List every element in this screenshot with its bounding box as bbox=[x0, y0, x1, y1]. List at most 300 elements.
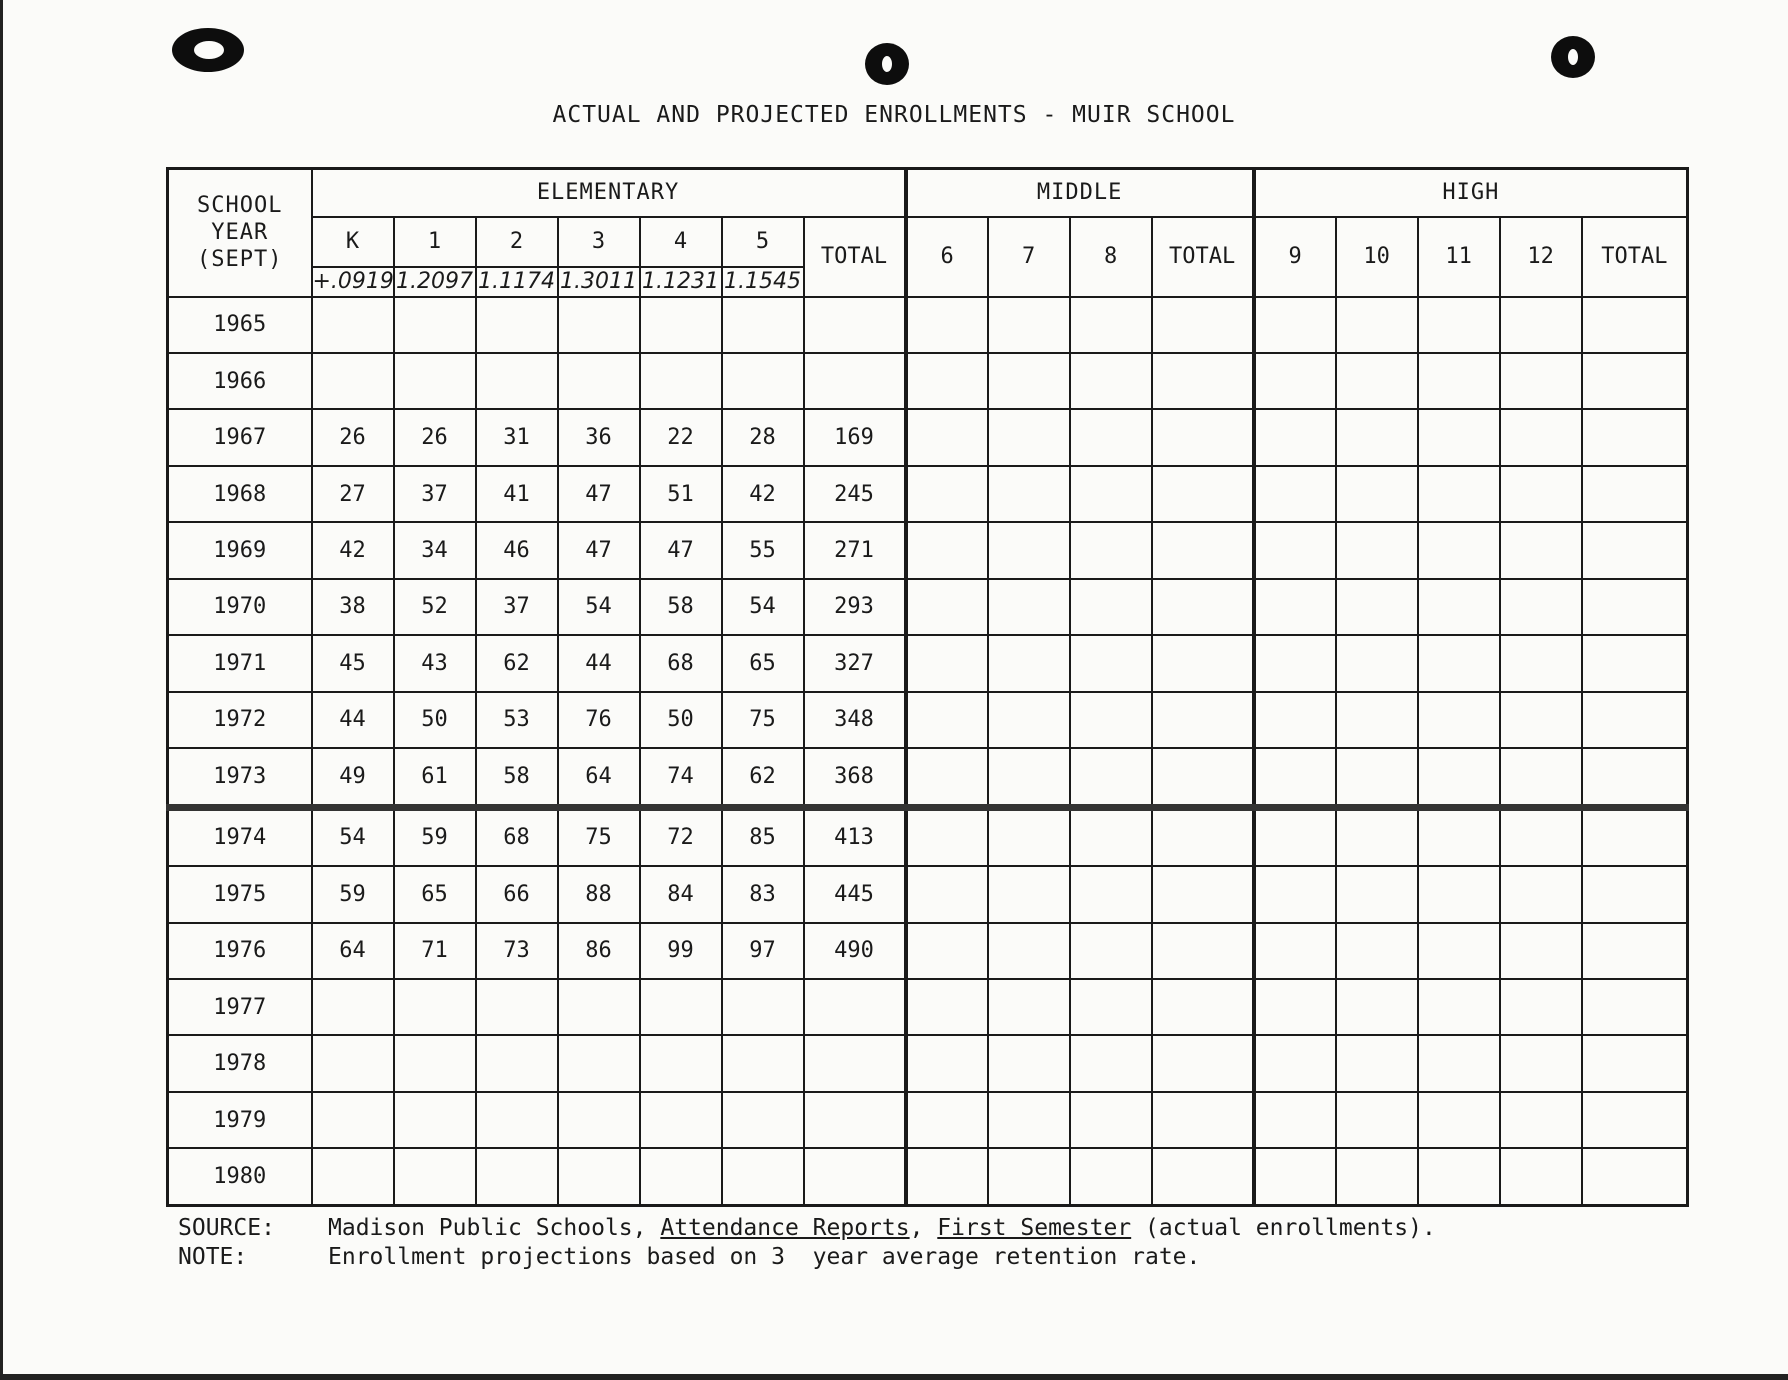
source-text-1: Madison Public Schools, bbox=[328, 1215, 661, 1241]
elementary-cell bbox=[476, 1148, 558, 1205]
elementary-cell bbox=[722, 1148, 804, 1205]
elementary-cell: 38 bbox=[312, 579, 394, 635]
source-text-2: , bbox=[909, 1215, 938, 1241]
middle-cell bbox=[906, 409, 988, 465]
note-text: Enrollment projections based on 3 year average retention rate. bbox=[328, 1244, 1201, 1270]
elementary-cell: 41 bbox=[476, 466, 558, 522]
middle-group-header: MIDDLE bbox=[906, 169, 1254, 217]
elementary-cell: 31 bbox=[476, 409, 558, 465]
high-cell bbox=[1254, 979, 1336, 1035]
school-year-cell: 1980 bbox=[168, 1148, 312, 1205]
elementary-cell: 42 bbox=[312, 522, 394, 578]
high-cell bbox=[1254, 807, 1336, 866]
middle-cell bbox=[906, 807, 988, 866]
high-cell bbox=[1336, 579, 1418, 635]
middle-cell bbox=[1070, 923, 1152, 979]
elementary-cell: 26 bbox=[394, 409, 476, 465]
table-row bbox=[168, 466, 1688, 522]
elementary-cell bbox=[558, 297, 640, 353]
elementary-cell: 51 bbox=[640, 466, 722, 522]
source-line bbox=[178, 1214, 1436, 1243]
middle-cell bbox=[1152, 297, 1254, 353]
school-year-cell: 1975 bbox=[168, 866, 312, 922]
high-cell bbox=[1254, 1035, 1336, 1091]
table-row bbox=[168, 866, 1688, 922]
elementary-cell: 72 bbox=[640, 807, 722, 866]
middle-cell bbox=[906, 579, 988, 635]
high-col-header-total: TOTAL bbox=[1582, 217, 1688, 297]
table-row bbox=[168, 297, 1688, 353]
elementary-col-header-total: TOTAL bbox=[804, 217, 906, 297]
elementary-cell: 65 bbox=[394, 866, 476, 922]
elementary-cell: 58 bbox=[476, 748, 558, 807]
elementary-cell: 327 bbox=[804, 635, 906, 691]
elementary-cell: 271 bbox=[804, 522, 906, 578]
note-label: NOTE: bbox=[178, 1244, 248, 1270]
middle-cell bbox=[988, 1092, 1070, 1148]
elementary-cell: 85 bbox=[722, 807, 804, 866]
middle-cell bbox=[906, 297, 988, 353]
high-col-header-12: 12 bbox=[1500, 217, 1582, 297]
high-cell bbox=[1418, 866, 1500, 922]
elementary-cell: 44 bbox=[312, 692, 394, 748]
high-cell bbox=[1500, 579, 1582, 635]
high-cell bbox=[1418, 579, 1500, 635]
table-row bbox=[168, 409, 1688, 465]
middle-cell bbox=[988, 866, 1070, 922]
elementary-cell bbox=[640, 1092, 722, 1148]
elementary-cell bbox=[558, 353, 640, 409]
high-cell bbox=[1418, 979, 1500, 1035]
elementary-cell: 49 bbox=[312, 748, 394, 807]
elementary-cell bbox=[312, 1092, 394, 1148]
elementary-cell bbox=[394, 353, 476, 409]
middle-cell bbox=[1070, 748, 1152, 807]
middle-cell bbox=[1152, 409, 1254, 465]
source-label: SOURCE: bbox=[178, 1215, 275, 1241]
middle-cell bbox=[988, 579, 1070, 635]
elementary-cell: 55 bbox=[722, 522, 804, 578]
middle-cell bbox=[1152, 866, 1254, 922]
middle-cell bbox=[906, 1148, 988, 1205]
high-cell bbox=[1254, 748, 1336, 807]
middle-cell bbox=[988, 409, 1070, 465]
school-year-cell: 1974 bbox=[168, 807, 312, 866]
elementary-col-header-4: 4 bbox=[640, 217, 722, 267]
elementary-cell: 27 bbox=[312, 466, 394, 522]
table-row bbox=[168, 979, 1688, 1035]
middle-cell bbox=[1070, 353, 1152, 409]
elementary-cell: 74 bbox=[640, 748, 722, 807]
retention-rate-0: +.0919 bbox=[312, 267, 394, 297]
school-year-header-line-3: (SEPT) bbox=[197, 247, 283, 273]
high-cell bbox=[1418, 353, 1500, 409]
high-cell bbox=[1418, 807, 1500, 866]
school-year-cell: 1970 bbox=[168, 579, 312, 635]
school-year-cell: 1971 bbox=[168, 635, 312, 691]
high-cell bbox=[1500, 1035, 1582, 1091]
school-year-cell: 1967 bbox=[168, 409, 312, 465]
high-cell bbox=[1418, 692, 1500, 748]
elementary-cell bbox=[640, 1035, 722, 1091]
high-cell bbox=[1418, 923, 1500, 979]
high-cell bbox=[1582, 748, 1688, 807]
elementary-cell bbox=[394, 979, 476, 1035]
school-year-cell: 1977 bbox=[168, 979, 312, 1035]
elementary-cell: 86 bbox=[558, 923, 640, 979]
high-cell bbox=[1500, 866, 1582, 922]
high-cell bbox=[1254, 1148, 1336, 1205]
high-cell bbox=[1336, 866, 1418, 922]
elementary-col-header-3: 3 bbox=[558, 217, 640, 267]
elementary-cell: 62 bbox=[476, 635, 558, 691]
middle-cell bbox=[1152, 692, 1254, 748]
high-cell bbox=[1582, 692, 1688, 748]
elementary-cell: 42 bbox=[722, 466, 804, 522]
table-row bbox=[168, 923, 1688, 979]
high-cell bbox=[1418, 297, 1500, 353]
elementary-cell bbox=[640, 979, 722, 1035]
middle-cell bbox=[1152, 979, 1254, 1035]
high-cell bbox=[1254, 923, 1336, 979]
high-cell bbox=[1336, 923, 1418, 979]
retention-rate-1: 1.2097 bbox=[394, 267, 476, 297]
middle-cell bbox=[906, 522, 988, 578]
elementary-cell: 26 bbox=[312, 409, 394, 465]
middle-cell bbox=[1070, 635, 1152, 691]
elementary-cell: 37 bbox=[394, 466, 476, 522]
middle-cell bbox=[1152, 1092, 1254, 1148]
middle-cell bbox=[988, 979, 1070, 1035]
middle-cell bbox=[1070, 1148, 1152, 1205]
elementary-cell bbox=[804, 1148, 906, 1205]
high-cell bbox=[1500, 1148, 1582, 1205]
middle-cell bbox=[988, 353, 1070, 409]
middle-cell bbox=[988, 522, 1070, 578]
elementary-cell: 99 bbox=[640, 923, 722, 979]
middle-cell bbox=[1070, 866, 1152, 922]
elementary-col-header-1: 1 bbox=[394, 217, 476, 267]
high-cell bbox=[1500, 353, 1582, 409]
retention-rate-5: 1.1545 bbox=[722, 267, 804, 297]
elementary-cell: 43 bbox=[394, 635, 476, 691]
high-cell bbox=[1500, 409, 1582, 465]
high-cell bbox=[1336, 522, 1418, 578]
elementary-group-header: ELEMENTARY bbox=[312, 169, 906, 217]
high-cell bbox=[1418, 1148, 1500, 1205]
high-cell bbox=[1336, 748, 1418, 807]
high-cell bbox=[1418, 1092, 1500, 1148]
middle-cell bbox=[1152, 579, 1254, 635]
elementary-cell: 169 bbox=[804, 409, 906, 465]
middle-cell bbox=[1070, 692, 1152, 748]
table-row bbox=[168, 353, 1688, 409]
high-cell bbox=[1254, 522, 1336, 578]
middle-cell bbox=[1070, 579, 1152, 635]
table-row bbox=[168, 522, 1688, 578]
high-cell bbox=[1582, 1092, 1688, 1148]
middle-cell bbox=[1152, 807, 1254, 866]
middle-cell bbox=[988, 923, 1070, 979]
elementary-cell: 84 bbox=[640, 866, 722, 922]
middle-cell bbox=[988, 466, 1070, 522]
high-cell bbox=[1336, 807, 1418, 866]
table-row bbox=[168, 1148, 1688, 1205]
source-attendance-reports: Attendance Reports bbox=[660, 1215, 910, 1241]
scan-edge-bottom bbox=[0, 1374, 1788, 1380]
elementary-cell: 75 bbox=[558, 807, 640, 866]
elementary-cell: 50 bbox=[640, 692, 722, 748]
high-cell bbox=[1418, 635, 1500, 691]
high-cell bbox=[1336, 1035, 1418, 1091]
elementary-cell: 47 bbox=[558, 522, 640, 578]
middle-cell bbox=[1070, 1092, 1152, 1148]
high-cell bbox=[1582, 579, 1688, 635]
middle-cell bbox=[1152, 635, 1254, 691]
elementary-cell bbox=[558, 1148, 640, 1205]
high-cell bbox=[1582, 466, 1688, 522]
elementary-cell: 97 bbox=[722, 923, 804, 979]
table-row bbox=[168, 807, 1688, 866]
middle-cell bbox=[906, 692, 988, 748]
elementary-cell bbox=[476, 1092, 558, 1148]
high-cell bbox=[1582, 1035, 1688, 1091]
elementary-cell: 52 bbox=[394, 579, 476, 635]
high-cell bbox=[1336, 692, 1418, 748]
elementary-cell: 36 bbox=[558, 409, 640, 465]
high-cell bbox=[1500, 807, 1582, 866]
middle-cell bbox=[906, 1035, 988, 1091]
elementary-cell: 490 bbox=[804, 923, 906, 979]
elementary-cell: 47 bbox=[558, 466, 640, 522]
high-cell bbox=[1500, 522, 1582, 578]
middle-col-header-6: 6 bbox=[906, 217, 988, 297]
footer bbox=[178, 1214, 1436, 1272]
elementary-cell bbox=[722, 1035, 804, 1091]
school-year-cell: 1972 bbox=[168, 692, 312, 748]
high-cell bbox=[1418, 522, 1500, 578]
elementary-cell: 83 bbox=[722, 866, 804, 922]
middle-cell bbox=[1152, 748, 1254, 807]
school-year-cell: 1968 bbox=[168, 466, 312, 522]
elementary-col-header-2: 2 bbox=[476, 217, 558, 267]
retention-rate-3: 1.3011 bbox=[558, 267, 640, 297]
high-col-header-10: 10 bbox=[1336, 217, 1418, 297]
middle-cell bbox=[988, 1148, 1070, 1205]
middle-cell bbox=[1152, 353, 1254, 409]
school-year-cell: 1979 bbox=[168, 1092, 312, 1148]
high-cell bbox=[1336, 1092, 1418, 1148]
high-cell bbox=[1254, 1092, 1336, 1148]
high-cell bbox=[1582, 297, 1688, 353]
middle-cell bbox=[906, 466, 988, 522]
high-cell bbox=[1336, 466, 1418, 522]
elementary-cell: 348 bbox=[804, 692, 906, 748]
high-cell bbox=[1582, 807, 1688, 866]
elementary-cell bbox=[804, 1092, 906, 1148]
elementary-cell: 64 bbox=[558, 748, 640, 807]
high-col-header-9: 9 bbox=[1254, 217, 1336, 297]
elementary-cell bbox=[394, 297, 476, 353]
middle-cell bbox=[988, 692, 1070, 748]
middle-cell bbox=[906, 866, 988, 922]
high-cell bbox=[1500, 297, 1582, 353]
elementary-cell: 34 bbox=[394, 522, 476, 578]
middle-cell bbox=[906, 635, 988, 691]
high-cell bbox=[1418, 748, 1500, 807]
retention-rate-4: 1.1231 bbox=[640, 267, 722, 297]
elementary-cell: 47 bbox=[640, 522, 722, 578]
table-row bbox=[168, 748, 1688, 807]
middle-cell bbox=[1152, 923, 1254, 979]
middle-cell bbox=[1152, 522, 1254, 578]
middle-cell bbox=[988, 635, 1070, 691]
middle-cell bbox=[1152, 1035, 1254, 1091]
elementary-cell: 54 bbox=[312, 807, 394, 866]
elementary-cell: 76 bbox=[558, 692, 640, 748]
middle-cell bbox=[1070, 297, 1152, 353]
middle-cell bbox=[906, 1092, 988, 1148]
elementary-cell bbox=[394, 1035, 476, 1091]
elementary-cell: 413 bbox=[804, 807, 906, 866]
school-year-header-line-1: SCHOOL bbox=[197, 193, 283, 219]
high-cell bbox=[1418, 1035, 1500, 1091]
high-cell bbox=[1582, 979, 1688, 1035]
elementary-cell: 22 bbox=[640, 409, 722, 465]
elementary-cell: 64 bbox=[312, 923, 394, 979]
high-cell bbox=[1336, 353, 1418, 409]
elementary-cell: 445 bbox=[804, 866, 906, 922]
school-year-cell: 1978 bbox=[168, 1035, 312, 1091]
elementary-cell: 88 bbox=[558, 866, 640, 922]
elementary-cell: 37 bbox=[476, 579, 558, 635]
elementary-cell bbox=[804, 297, 906, 353]
high-cell bbox=[1418, 409, 1500, 465]
note-line bbox=[178, 1243, 1436, 1272]
high-cell bbox=[1254, 579, 1336, 635]
middle-cell bbox=[988, 807, 1070, 866]
elementary-cell bbox=[640, 297, 722, 353]
high-cell bbox=[1582, 866, 1688, 922]
high-group-header: HIGH bbox=[1254, 169, 1688, 217]
elementary-col-header-k: K bbox=[312, 217, 394, 267]
high-cell bbox=[1582, 923, 1688, 979]
table-row bbox=[168, 1092, 1688, 1148]
middle-cell bbox=[988, 297, 1070, 353]
middle-cell bbox=[906, 748, 988, 807]
elementary-cell: 71 bbox=[394, 923, 476, 979]
elementary-cell bbox=[476, 979, 558, 1035]
high-cell bbox=[1254, 635, 1336, 691]
elementary-cell: 50 bbox=[394, 692, 476, 748]
source-text-3: (actual enrollments). bbox=[1131, 1215, 1436, 1241]
high-cell bbox=[1582, 1148, 1688, 1205]
high-cell bbox=[1500, 748, 1582, 807]
elementary-cell bbox=[476, 1035, 558, 1091]
elementary-cell: 68 bbox=[476, 807, 558, 866]
school-year-header bbox=[168, 169, 312, 297]
middle-cell bbox=[1070, 979, 1152, 1035]
high-cell bbox=[1254, 692, 1336, 748]
middle-cell bbox=[906, 923, 988, 979]
elementary-cell: 65 bbox=[722, 635, 804, 691]
elementary-cell bbox=[640, 1148, 722, 1205]
school-year-cell: 1973 bbox=[168, 748, 312, 807]
elementary-cell: 46 bbox=[476, 522, 558, 578]
elementary-cell: 368 bbox=[804, 748, 906, 807]
page-title: ACTUAL AND PROJECTED ENROLLMENTS - MUIR SCHOOL bbox=[552, 102, 1236, 128]
elementary-cell: 75 bbox=[722, 692, 804, 748]
elementary-cell bbox=[312, 353, 394, 409]
high-cell bbox=[1500, 1092, 1582, 1148]
elementary-cell bbox=[722, 979, 804, 1035]
elementary-cell: 66 bbox=[476, 866, 558, 922]
middle-col-header-total: TOTAL bbox=[1152, 217, 1254, 297]
elementary-cell bbox=[312, 1148, 394, 1205]
high-col-header-11: 11 bbox=[1418, 217, 1500, 297]
elementary-cell bbox=[722, 1092, 804, 1148]
elementary-cell: 61 bbox=[394, 748, 476, 807]
elementary-cell: 73 bbox=[476, 923, 558, 979]
elementary-cell bbox=[476, 353, 558, 409]
middle-cell bbox=[1070, 522, 1152, 578]
middle-col-header-7: 7 bbox=[988, 217, 1070, 297]
elementary-cell bbox=[394, 1148, 476, 1205]
high-cell bbox=[1336, 979, 1418, 1035]
school-year-cell: 1969 bbox=[168, 522, 312, 578]
high-cell bbox=[1500, 692, 1582, 748]
school-year-cell: 1966 bbox=[168, 353, 312, 409]
high-cell bbox=[1582, 635, 1688, 691]
table-row bbox=[168, 1035, 1688, 1091]
scan-edge-left bbox=[0, 0, 3, 1380]
elementary-cell bbox=[476, 297, 558, 353]
high-cell bbox=[1254, 409, 1336, 465]
middle-cell bbox=[1070, 1035, 1152, 1091]
middle-col-header-8: 8 bbox=[1070, 217, 1152, 297]
elementary-cell: 68 bbox=[640, 635, 722, 691]
elementary-cell bbox=[312, 297, 394, 353]
high-cell bbox=[1336, 297, 1418, 353]
elementary-cell: 54 bbox=[722, 579, 804, 635]
elementary-col-header-5: 5 bbox=[722, 217, 804, 267]
elementary-cell: 54 bbox=[558, 579, 640, 635]
high-cell bbox=[1582, 522, 1688, 578]
elementary-cell bbox=[722, 353, 804, 409]
table-row bbox=[168, 579, 1688, 635]
high-cell bbox=[1336, 1148, 1418, 1205]
middle-cell bbox=[988, 1035, 1070, 1091]
high-cell bbox=[1500, 635, 1582, 691]
elementary-cell bbox=[394, 1092, 476, 1148]
middle-cell bbox=[1070, 466, 1152, 522]
high-cell bbox=[1254, 297, 1336, 353]
high-cell bbox=[1254, 866, 1336, 922]
elementary-cell bbox=[804, 979, 906, 1035]
elementary-cell bbox=[640, 353, 722, 409]
source-first-semester: First Semester bbox=[937, 1215, 1132, 1241]
middle-cell bbox=[988, 748, 1070, 807]
punch-hole-right bbox=[1551, 36, 1595, 78]
elementary-cell: 293 bbox=[804, 579, 906, 635]
high-cell bbox=[1418, 466, 1500, 522]
elementary-cell: 28 bbox=[722, 409, 804, 465]
middle-cell bbox=[906, 353, 988, 409]
elementary-cell: 53 bbox=[476, 692, 558, 748]
elementary-cell: 45 bbox=[312, 635, 394, 691]
school-year-cell: 1976 bbox=[168, 923, 312, 979]
elementary-cell bbox=[558, 979, 640, 1035]
